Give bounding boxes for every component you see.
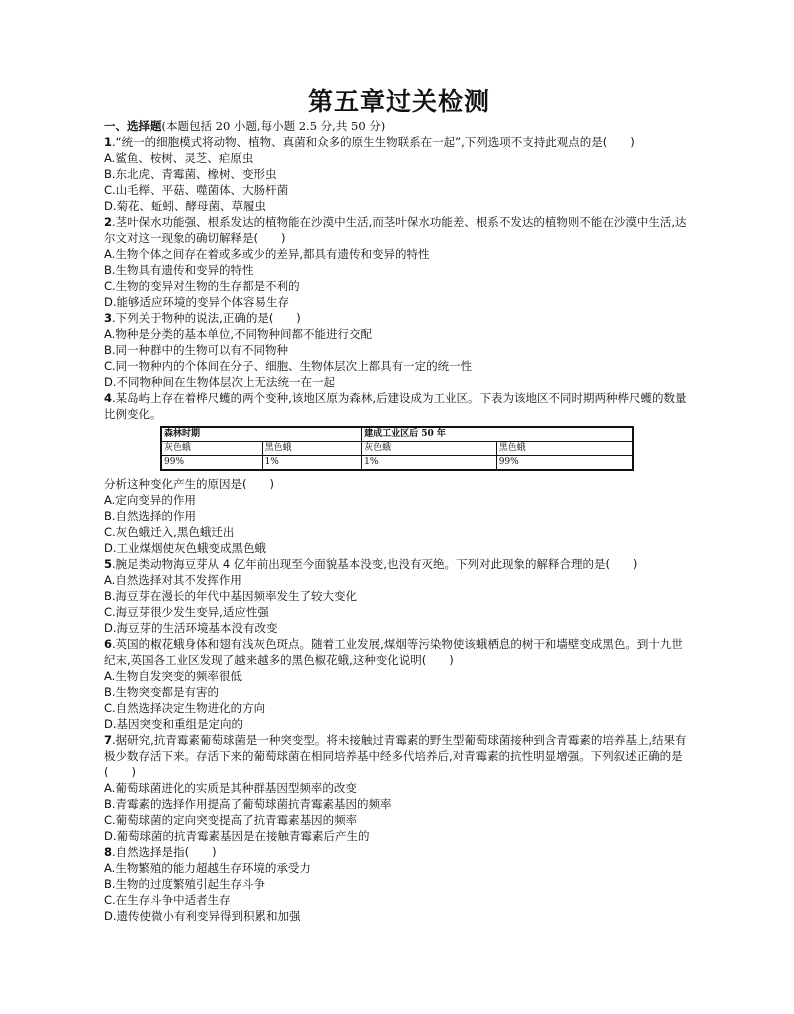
table-value-cell: 1% [262,456,362,471]
answer-option: B.青霉素的选择作用提高了葡萄球菌抗青霉素基因的频率 [104,797,392,811]
question-number: 4 [104,391,113,405]
worksheet-page [104,86,694,924]
answer-option: D.遗传使微小有利变异得到积累和加强 [104,909,301,923]
table-header-cell: 森林时期 [161,427,362,442]
question-6 [104,636,694,732]
answer-option: A.生物个体之间存在着或多或少的差异,都具有遗传和变异的特性 [104,247,430,261]
answer-option: A.自然选择对其不发挥作用 [104,573,242,587]
answer-option: C.山毛榉、平菇、噬菌体、大肠杆菌 [104,183,289,197]
answer-option: C.自然选择决定生物进化的方向 [104,701,266,715]
answer-option: D.基因突变和重组是定向的 [104,717,244,731]
question-8 [104,844,694,924]
table-value-cell: 99% [496,456,633,471]
question-stem [104,732,694,780]
question-text: .下列关于物种的说法,正确的是( ) [112,311,301,325]
table-subheader-cell: 灰色蛾 [362,442,497,456]
question-number: 1 [104,135,113,149]
answer-option: C.生物的变异对生物的生存都是不利的 [104,279,300,293]
answer-option: B.东北虎、青霉菌、橡树、变形虫 [104,167,277,181]
answer-option: D.菊花、蚯蚓、酵母菌、草履虫 [104,199,267,213]
question-text: .茎叶保水功能强、根系发达的植物能在沙漠中生活,而茎叶保水功能差、根系不发达的植物则不能在沙漠中生活,达尔文对这一现象的确切解释是( ) [104,215,687,245]
answer-option: C.在生存斗争中适者生存 [104,893,231,907]
answer-option: D.海豆芽的生活环境基本没有改变 [104,621,278,635]
question-7 [104,732,694,844]
answer-option: A.物种是分类的基本单位,不同物种间都不能进行交配 [104,327,372,341]
table-value-cell: 1% [362,456,497,471]
answer-option: D.能够适应环境的变异个体容易生存 [104,295,290,309]
question-stem [104,134,694,150]
question-list [104,134,694,924]
answer-option: C.葡萄球菌的定向突变提高了抗青霉素基因的频率 [104,813,358,827]
answer-option: D.葡萄球菌的抗青霉素基因是在接触青霉素后产生的 [104,829,370,843]
question-stem [104,844,694,860]
question-number: 8 [104,845,113,859]
question-text: .英国的椒花蛾身体和翅有浅灰色斑点。随着工业发展,煤烟等污染物使该蛾栖息的树干和墙壁变成黑色。到十九世纪末,英国各工业区发现了越来越多的黑色椒花蛾,这种变化说明( ) [104,637,683,667]
page-title: 第五章过关检测 [307,87,490,116]
question-text: .据研究,抗青霉素葡萄球菌是一种突变型。将未接触过青霉素的野生型葡萄球菌接种到含青霉素的培养基上,结果有极少数存活下来。存活下来的葡萄球菌在相同培养基中经多代培养后,对青霉素的抗性明显增强。下列叙述正确的是( ) [104,733,687,779]
question-text: .自然选择是指( ) [112,845,217,859]
answer-option: B.生物具有遗传和变异的特性 [104,263,254,277]
table-header-cell: 建成工业区后 50 年 [362,427,633,442]
question-number: 2 [104,215,113,229]
question-number: 7 [104,733,113,747]
section-label: 一、选择题 [104,119,162,133]
table-subheader-cell: 灰色蛾 [161,442,262,456]
answer-option: B.生物的过度繁殖引起生存斗争 [104,877,266,891]
question-text: .“统一的细胞模式将动物、植物、真菌和众多的原生生物联系在一起”,下列选项不支持此观点的是( ) [112,135,635,149]
answer-option: A.生物自发突变的频率很低 [104,669,242,683]
answer-option: A.葡萄球菌进化的实质是其种群基因型频率的改变 [104,781,357,795]
question-stem [104,556,694,572]
question-2 [104,214,694,310]
question-number: 6 [104,637,113,651]
answer-option: C.海豆芽很少发生变异,适应性强 [104,605,269,619]
answer-option: A.生物繁殖的能力超越生存环境的承受力 [104,861,311,875]
table-subheader-cell: 黑色蛾 [496,442,633,456]
answer-option: B.生物突变都是有害的 [104,685,220,699]
answer-option: B.自然选择的作用 [104,509,197,523]
section-note: (本题包括 20 小题,每小题 2.5 分,共 50 分) [161,119,386,133]
answer-option: A.鲨鱼、桉树、灵芝、疟原虫 [104,151,254,165]
answer-option: B.海豆芽在漫长的年代中基因频率发生了较大变化 [104,589,358,603]
answer-option: D.工业煤烟使灰色蛾变成黑色蛾 [104,541,267,555]
question-followup: 分析这种变化产生的原因是( ) [104,477,274,491]
table-value-cell: 99% [161,456,262,471]
question-1 [104,134,694,214]
answer-option: C.灰色蛾迁入,黑色蛾迁出 [104,525,235,539]
table-subheader-cell: 黑色蛾 [262,442,362,456]
question-3 [104,310,694,390]
question-stem [104,214,694,246]
question-text: .腕足类动物海豆芽从 4 亿年前出现至今面貌基本没变,也没有灭绝。下列对此现象的解释合理的是( ) [112,557,638,571]
question-number: 5 [104,557,113,571]
question-4 [104,390,694,556]
answer-option: D.不同物种间在生物体层次上无法统一在一起 [104,375,336,389]
question-text: .某岛屿上存在着桦尺蠖的两个变种,该地区原为森林,后建设成为工业区。下表为该地区不同时期两种桦尺蠖的数量比例变化。 [104,391,687,421]
question-stem [104,636,694,668]
section-header [104,118,694,134]
answer-option: B.同一种群中的生物可以有不同物种 [104,343,289,357]
answer-option: A.定向变异的作用 [104,493,196,507]
question-5 [104,556,694,636]
question-stem [104,390,694,422]
question-stem [104,310,694,326]
answer-option: C.同一物种内的个体间在分子、细胞、生物体层次上都具有一定的统一性 [104,359,473,373]
moth-ratio-table [160,426,634,471]
question-number: 3 [104,311,113,325]
